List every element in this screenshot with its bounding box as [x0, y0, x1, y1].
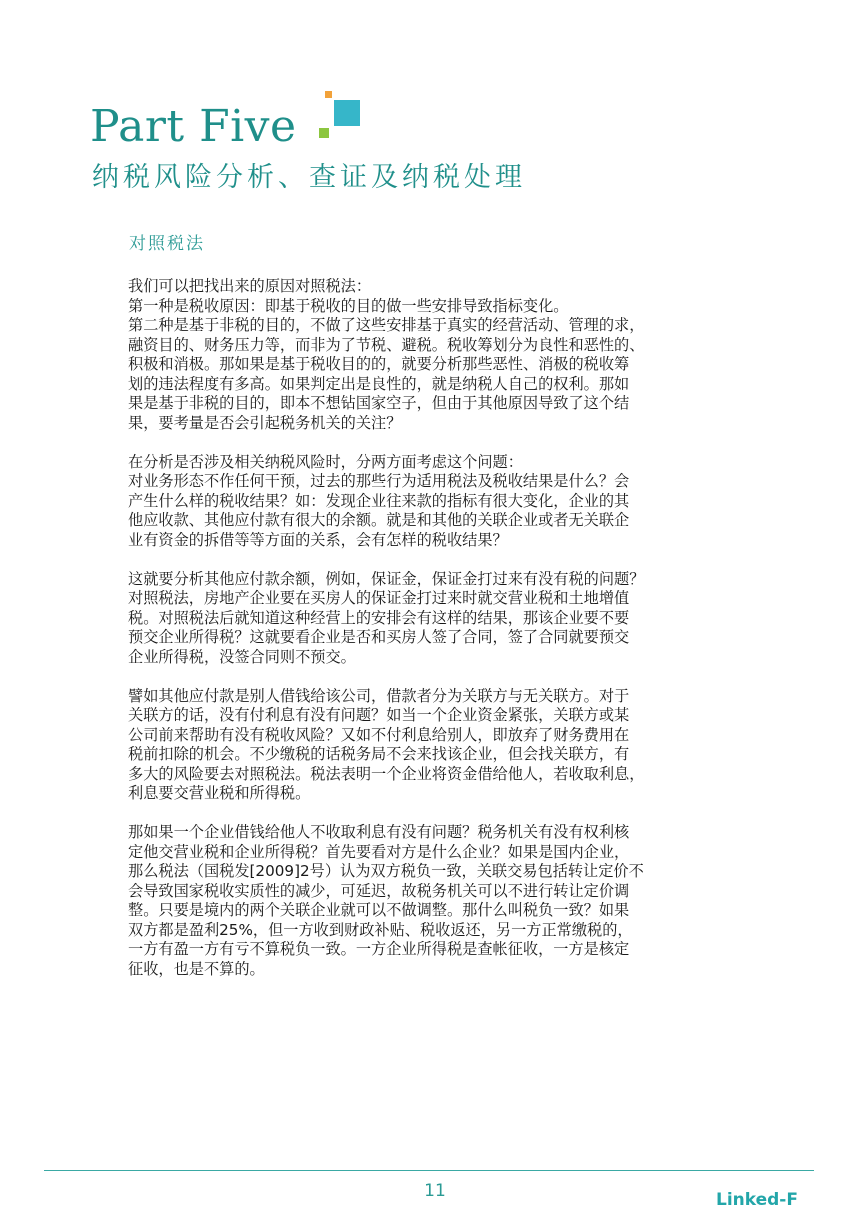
text-line: 会导致国家税收实质性的减少，可延迟，故税务机关可以不进行转让定价调 [128, 881, 630, 900]
text-line: 果，要考量是否会引起税务机关的关注？ [128, 413, 402, 432]
text-line: 多大的风险要去对照税法。税法表明一个企业将资金借给他人，若收取利息， [128, 764, 645, 783]
text-line: 税。对照税法后就知道这种经营上的安排会有这样的结果，那该企业要不要 [128, 608, 630, 627]
chapter-subtitle: 纳税风险分析、查证及纳税处理 [92, 162, 526, 193]
text-line: 对业务形态不作任何干预，过去的那些行为适用税法及税收结果是什么？会 [128, 472, 630, 490]
text-line: 这就要分析其他应付款余额，例如，保证金，保证金打过来有没有税的问题？ [128, 569, 645, 588]
text-line: 那么税法（国税发[2009]2号）认为双方税负一致，关联交易包括转让定价不 [128, 862, 644, 880]
text-line: 一方有盈一方有亏不算税负一致。一方企业所得税是查帐征收，一方是核定 [128, 940, 630, 958]
body-text [128, 277, 720, 999]
text-line: 第二种是基于非税的目的，不做了这些安排基于真实的经营活动、管理的求， [128, 316, 645, 334]
page-number: 11 [424, 1181, 446, 1201]
text-line: 第一种是税收原因：即基于税收的目的做一些安排导致指标变化。 [128, 296, 569, 315]
text-line: 他应收款、其他应付款有很大的余额。就是和其他的关联企业或者无关联企 [128, 511, 630, 529]
paragraph-5 [128, 823, 720, 979]
text-line: 企业所得税，没签合同则不预交。 [128, 647, 356, 666]
footer-divider [44, 1170, 814, 1171]
text-line: 对照税法，房地产企业要在买房人的保证金打过来时就交营业税和土地增值 [128, 589, 630, 607]
paragraph-3 [128, 570, 720, 668]
text-line: 关联方的话，没有付利息有没有问题？如当一个企业资金紧张，关联方或某 [128, 706, 630, 724]
text-line: 业有资金的拆借等等方面的关系，会有怎样的税收结果？ [128, 530, 508, 549]
text-line: 融资目的、财务压力等，而非为了节税、避税。税收筹划分为良性和恶性的、 [128, 335, 645, 354]
text-line: 我们可以把找出来的原因对照税法： [128, 277, 371, 295]
teal-square-icon [334, 100, 360, 126]
text-line: 利息要交营业税和所得税。 [128, 784, 311, 802]
text-line: 征收，也是不算的。 [128, 959, 265, 978]
orange-square-icon [325, 91, 332, 98]
paragraph-4 [128, 687, 720, 804]
text-line: 积极和消极。那如果是基于税收目的的，就要分析那些恶性、消极的税收筹 [128, 355, 630, 373]
text-line: 在分析是否涉及相关纳税风险时，分两方面考虑这个问题： [128, 452, 523, 471]
text-line: 划的违法程度有多高。如果判定出是良性的，就是纳税人自己的权利。那如 [128, 374, 630, 393]
text-line: 整。只要是境内的两个关联企业就可以不做调整。那什么叫税负一致？如果 [128, 901, 630, 919]
text-line: 譬如其他应付款是别人借钱给该公司，借款者分为关联方与无关联方。对于 [128, 686, 630, 705]
green-square-icon [319, 128, 329, 138]
text-line: 双方都是盈利25%，但一方收到财政补贴、税收返还，另一方正常缴税的， [128, 920, 633, 939]
text-line: 预交企业所得税？这就要看企业是否和买房人签了合同，签了合同就要预交 [128, 628, 630, 646]
text-line: 那如果一个企业借钱给他人不收取利息有没有问题？税务机关有没有权利核 [128, 823, 630, 841]
text-line: 定他交营业税和企业所得税？首先要看对方是什么企业？如果是国内企业， [128, 842, 630, 861]
text-line: 公司前来帮助有没有税收风险？又如不付利息给别人，即放弃了财务费用在 [128, 725, 630, 744]
paragraph-1 [128, 277, 720, 433]
text-line: 果是基于非税的目的，即本不想钻国家空子，但由于其他原因导致了这个结 [128, 394, 630, 412]
part-title: Part Five [90, 101, 297, 152]
section-heading: 对照税法 [129, 234, 205, 254]
text-line: 税前扣除的机会。不少缴税的话税务局不会来找该企业，但会找关联方，有 [128, 745, 630, 763]
brand-logo: Linked-F [716, 1190, 798, 1210]
text-line: 产生什么样的税收结果？如：发现企业往来款的指标有很大变化，企业的其 [128, 491, 630, 510]
paragraph-2 [128, 453, 720, 551]
